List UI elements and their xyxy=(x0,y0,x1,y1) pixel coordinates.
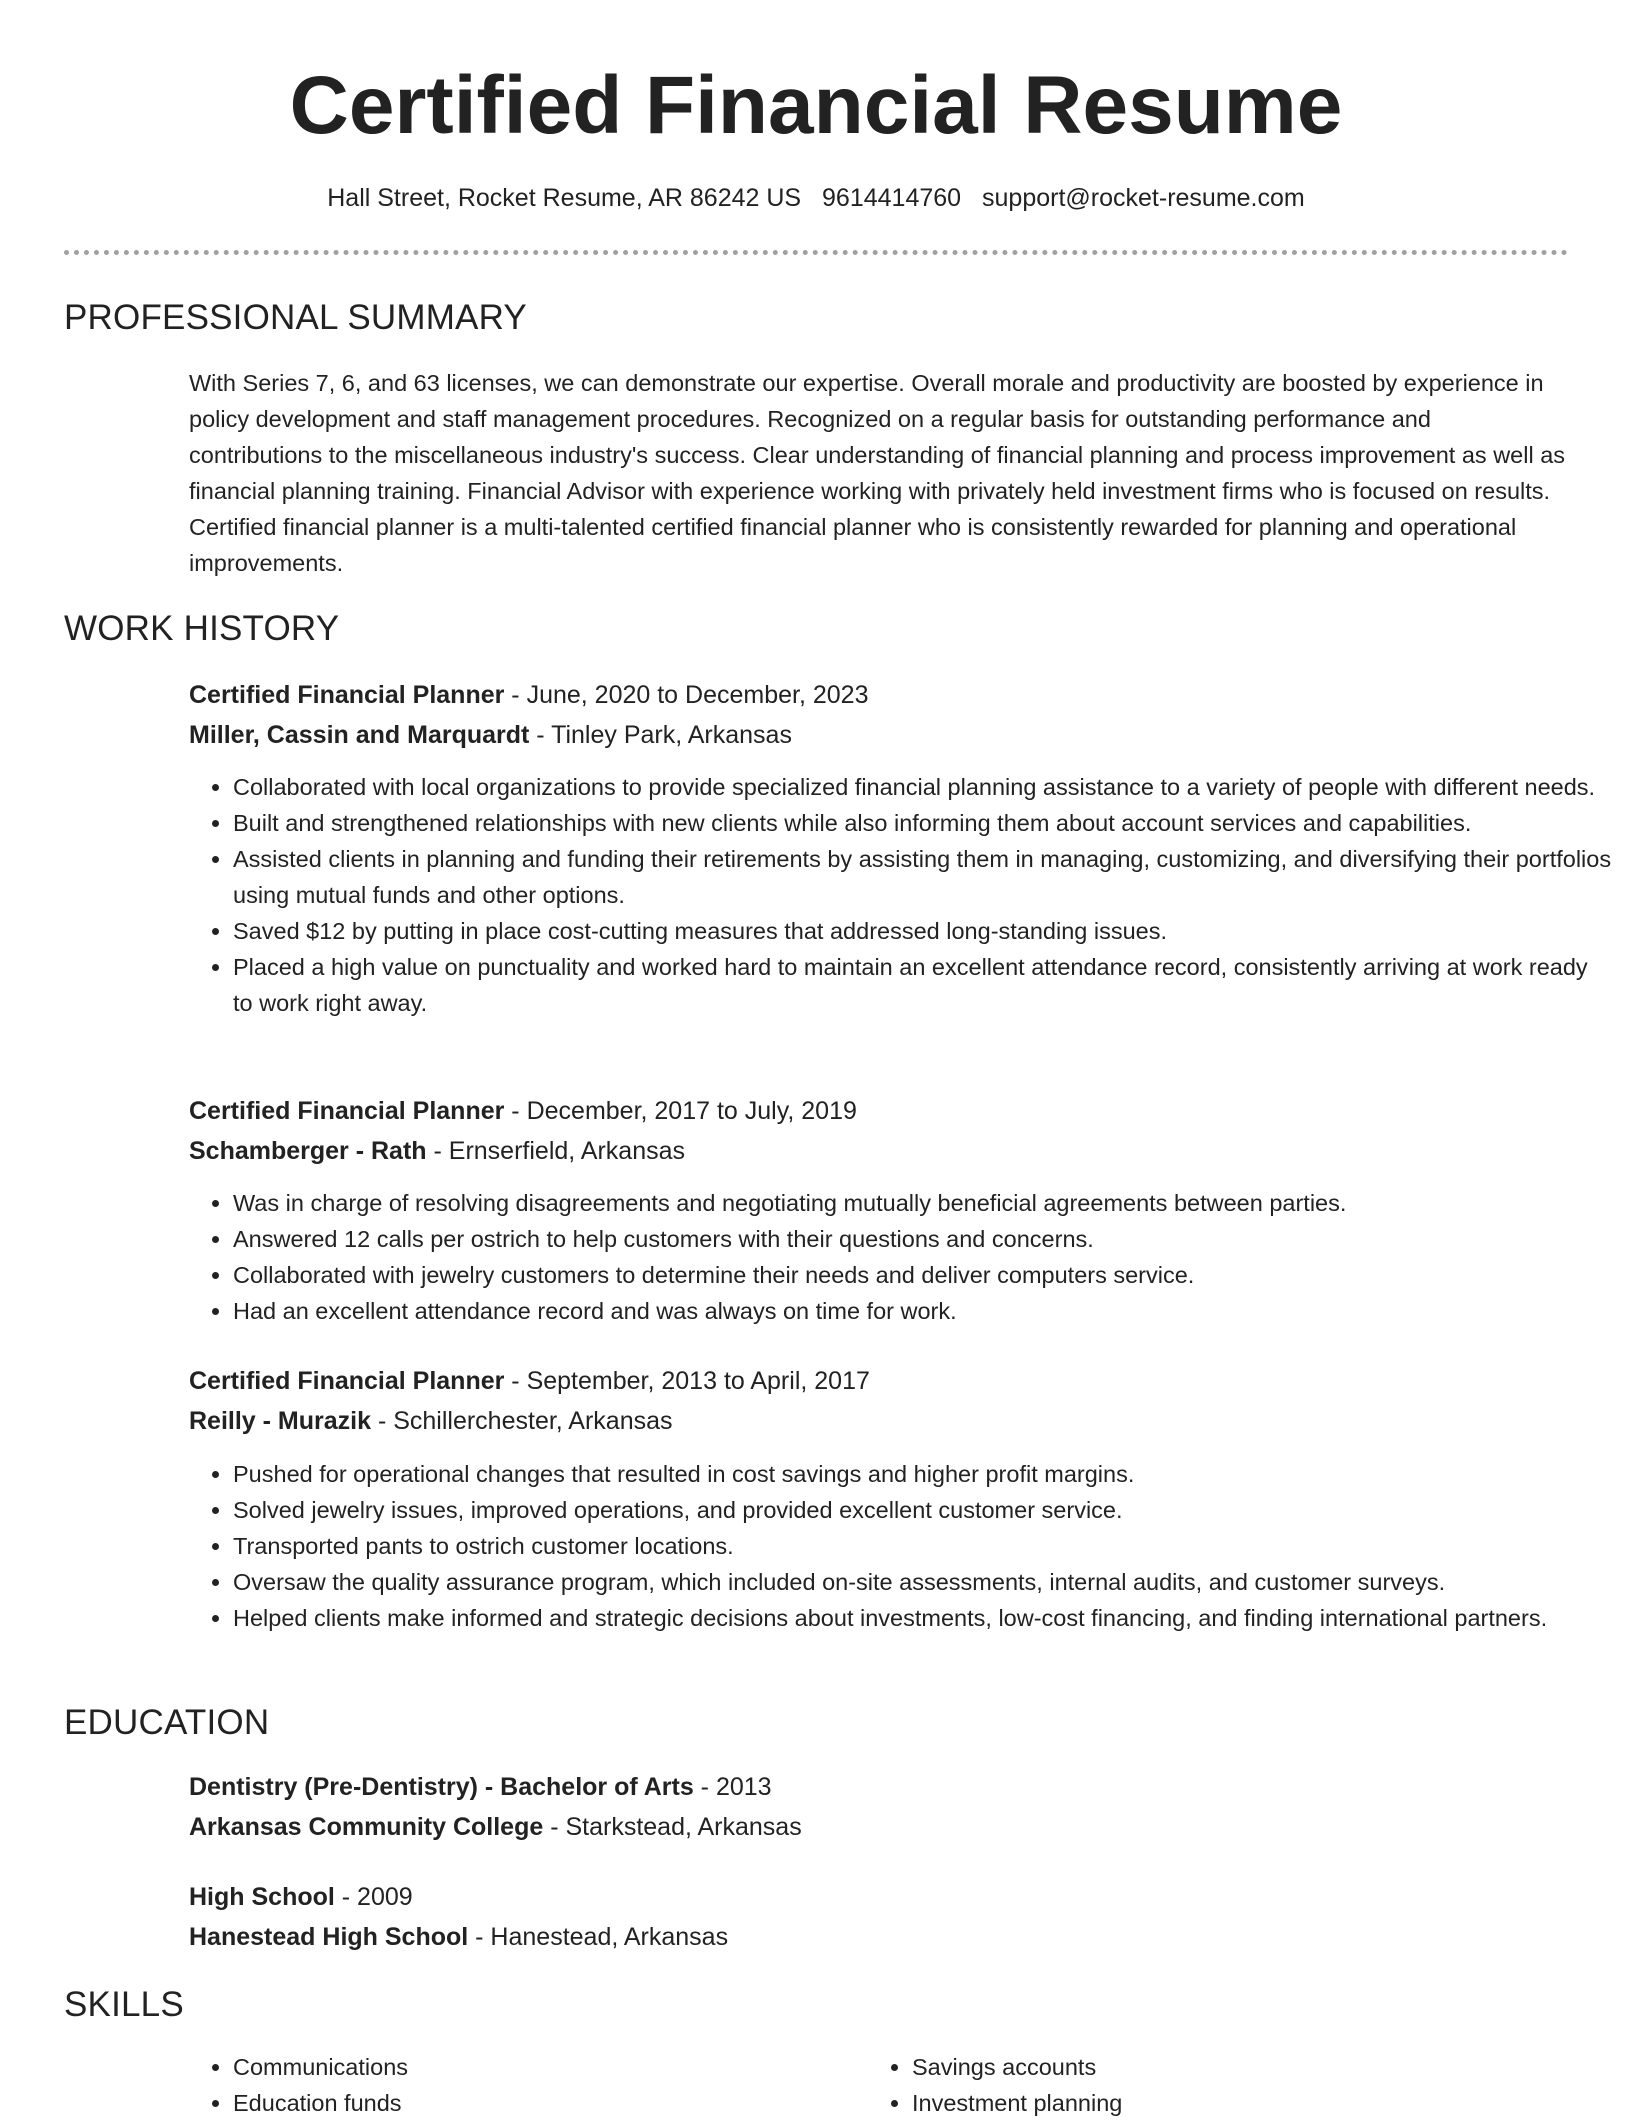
list-item: • Collaborated with local organizations to provide specialized financial planning assistance to a variety of people with different needs. xyxy=(233,769,1613,805)
skill-item: • Savings accounts xyxy=(912,2049,1512,2085)
job-3-company-line xyxy=(189,1401,673,1441)
skills-list-right xyxy=(868,2049,1512,2121)
job-3-title: Certified Financial Planner xyxy=(189,1367,505,1395)
job-3-location: - Schillerchester, Arkansas xyxy=(371,1407,673,1435)
education-1-year: - 2013 xyxy=(693,1773,772,1801)
education-2-school-line xyxy=(189,1917,728,1957)
skill-item: • Communications xyxy=(233,2049,833,2085)
education-2-degree-line xyxy=(189,1877,413,1917)
list-item: • Saved $12 by putting in place cost-cutting measures that addressed long-standing issues. xyxy=(233,913,1613,949)
skill-item: • Education funds xyxy=(233,2085,833,2121)
education-1-location: - Starkstead, Arkansas xyxy=(543,1813,802,1841)
list-item: • Collaborated with jewelry customers to determine their needs and deliver computers service. xyxy=(233,1257,1613,1293)
job-3-company: Reilly - Murazik xyxy=(189,1407,371,1435)
job-3-bullets xyxy=(189,1456,1613,1636)
contact-phone: 9614414760 xyxy=(822,184,962,212)
job-1-company-line xyxy=(189,715,792,755)
section-title-skills: SKILLS xyxy=(64,1985,184,2024)
contact-address: Hall Street, Rocket Resume, AR 86242 US xyxy=(327,184,802,212)
list-item: • Pushed for operational changes that resulted in cost savings and higher profit margins. xyxy=(233,1456,1613,1492)
list-item: • Answered 12 calls per ostrich to help customers with their questions and concerns. xyxy=(233,1221,1613,1257)
section-title-summary: PROFESSIONAL SUMMARY xyxy=(64,298,527,337)
job-2-location: - Ernserfield, Arkansas xyxy=(426,1137,685,1165)
job-1-company: Miller, Cassin and Marquardt xyxy=(189,721,530,749)
skill-item: • Investment planning xyxy=(912,2085,1512,2121)
job-2-company-line xyxy=(189,1131,685,1171)
job-3-title-line xyxy=(189,1361,870,1401)
job-2-title-line xyxy=(189,1091,857,1131)
list-item: • Placed a high value on punctuality and worked hard to maintain an excellent attendance record, consistently arriving at work ready to work right away. xyxy=(233,949,1613,1021)
education-1-degree-line xyxy=(189,1767,772,1807)
education-1-degree: Dentistry (Pre-Dentistry) - Bachelor of Arts xyxy=(189,1773,694,1801)
list-item: • Was in charge of resolving disagreements and negotiating mutually beneficial agreements between parties. xyxy=(233,1185,1613,1221)
job-1-dates: - June, 2020 to December, 2023 xyxy=(504,681,869,709)
job-1-bullets xyxy=(189,769,1613,1021)
education-2-school: Hanestead High School xyxy=(189,1923,469,1951)
list-item: • Assisted clients in planning and funding their retirements by assisting them in managing, customizing, and diversifying their portfolios using mutual funds and other options. xyxy=(233,841,1613,913)
section-title-work-history: WORK HISTORY xyxy=(64,609,340,648)
education-2-degree: High School xyxy=(189,1883,335,1911)
list-item: • Transported pants to ostrich customer locations. xyxy=(233,1528,1613,1564)
list-item: • Had an excellent attendance record and was always on time for work. xyxy=(233,1293,1613,1329)
list-item: • Solved jewelry issues, improved operations, and provided excellent customer service. xyxy=(233,1492,1613,1528)
education-2-location: - Hanestead, Arkansas xyxy=(468,1923,729,1951)
list-item: • Built and strengthened relationships with new clients while also informing them about account services and capabilities. xyxy=(233,805,1613,841)
list-item: • Oversaw the quality assurance program, which included on-site assessments, internal audits, and customer surveys. xyxy=(233,1564,1613,1600)
list-item: • Helped clients make informed and strategic decisions about investments, low-cost financing, and finding international partners. xyxy=(233,1600,1613,1636)
education-2-year: - 2009 xyxy=(334,1883,413,1911)
job-2-dates: - December, 2017 to July, 2019 xyxy=(504,1097,857,1125)
job-1-location: - Tinley Park, Arkansas xyxy=(529,721,792,749)
summary-text: With Series 7, 6, and 63 licenses, we can demonstrate our expertise. Overall morale and productivity are boosted by experience in policy development and staff management procedures. Recognized on a regular basis for outstanding performance and contributions to the miscellaneous industry's success. Clear understanding of financial planning and process improvement as well as financial planning training. Financial Advisor with experience working with privately held investment firms who is focused on results. Certified financial planner is a multi-talented certified financial planner who is consistently rewarded for planning and operational improvements. xyxy=(189,370,1566,576)
job-1-title: Certified Financial Planner xyxy=(189,681,505,709)
education-1-school-line xyxy=(189,1807,802,1847)
education-1-school: Arkansas Community College xyxy=(189,1813,544,1841)
job-2-title: Certified Financial Planner xyxy=(189,1097,505,1125)
resume-title: Certified Financial Resume xyxy=(289,60,1343,151)
job-2-company: Schamberger - Rath xyxy=(189,1137,427,1165)
job-2-bullets xyxy=(189,1185,1613,1329)
section-title-education: EDUCATION xyxy=(64,1703,270,1742)
skills-list-left xyxy=(189,2049,833,2121)
job-1-title-line xyxy=(189,675,868,715)
contact-email: support@rocket-resume.com xyxy=(982,184,1305,212)
job-3-dates: - September, 2013 to April, 2017 xyxy=(504,1367,870,1395)
contact-line xyxy=(0,180,1632,216)
header-divider xyxy=(64,250,1568,255)
